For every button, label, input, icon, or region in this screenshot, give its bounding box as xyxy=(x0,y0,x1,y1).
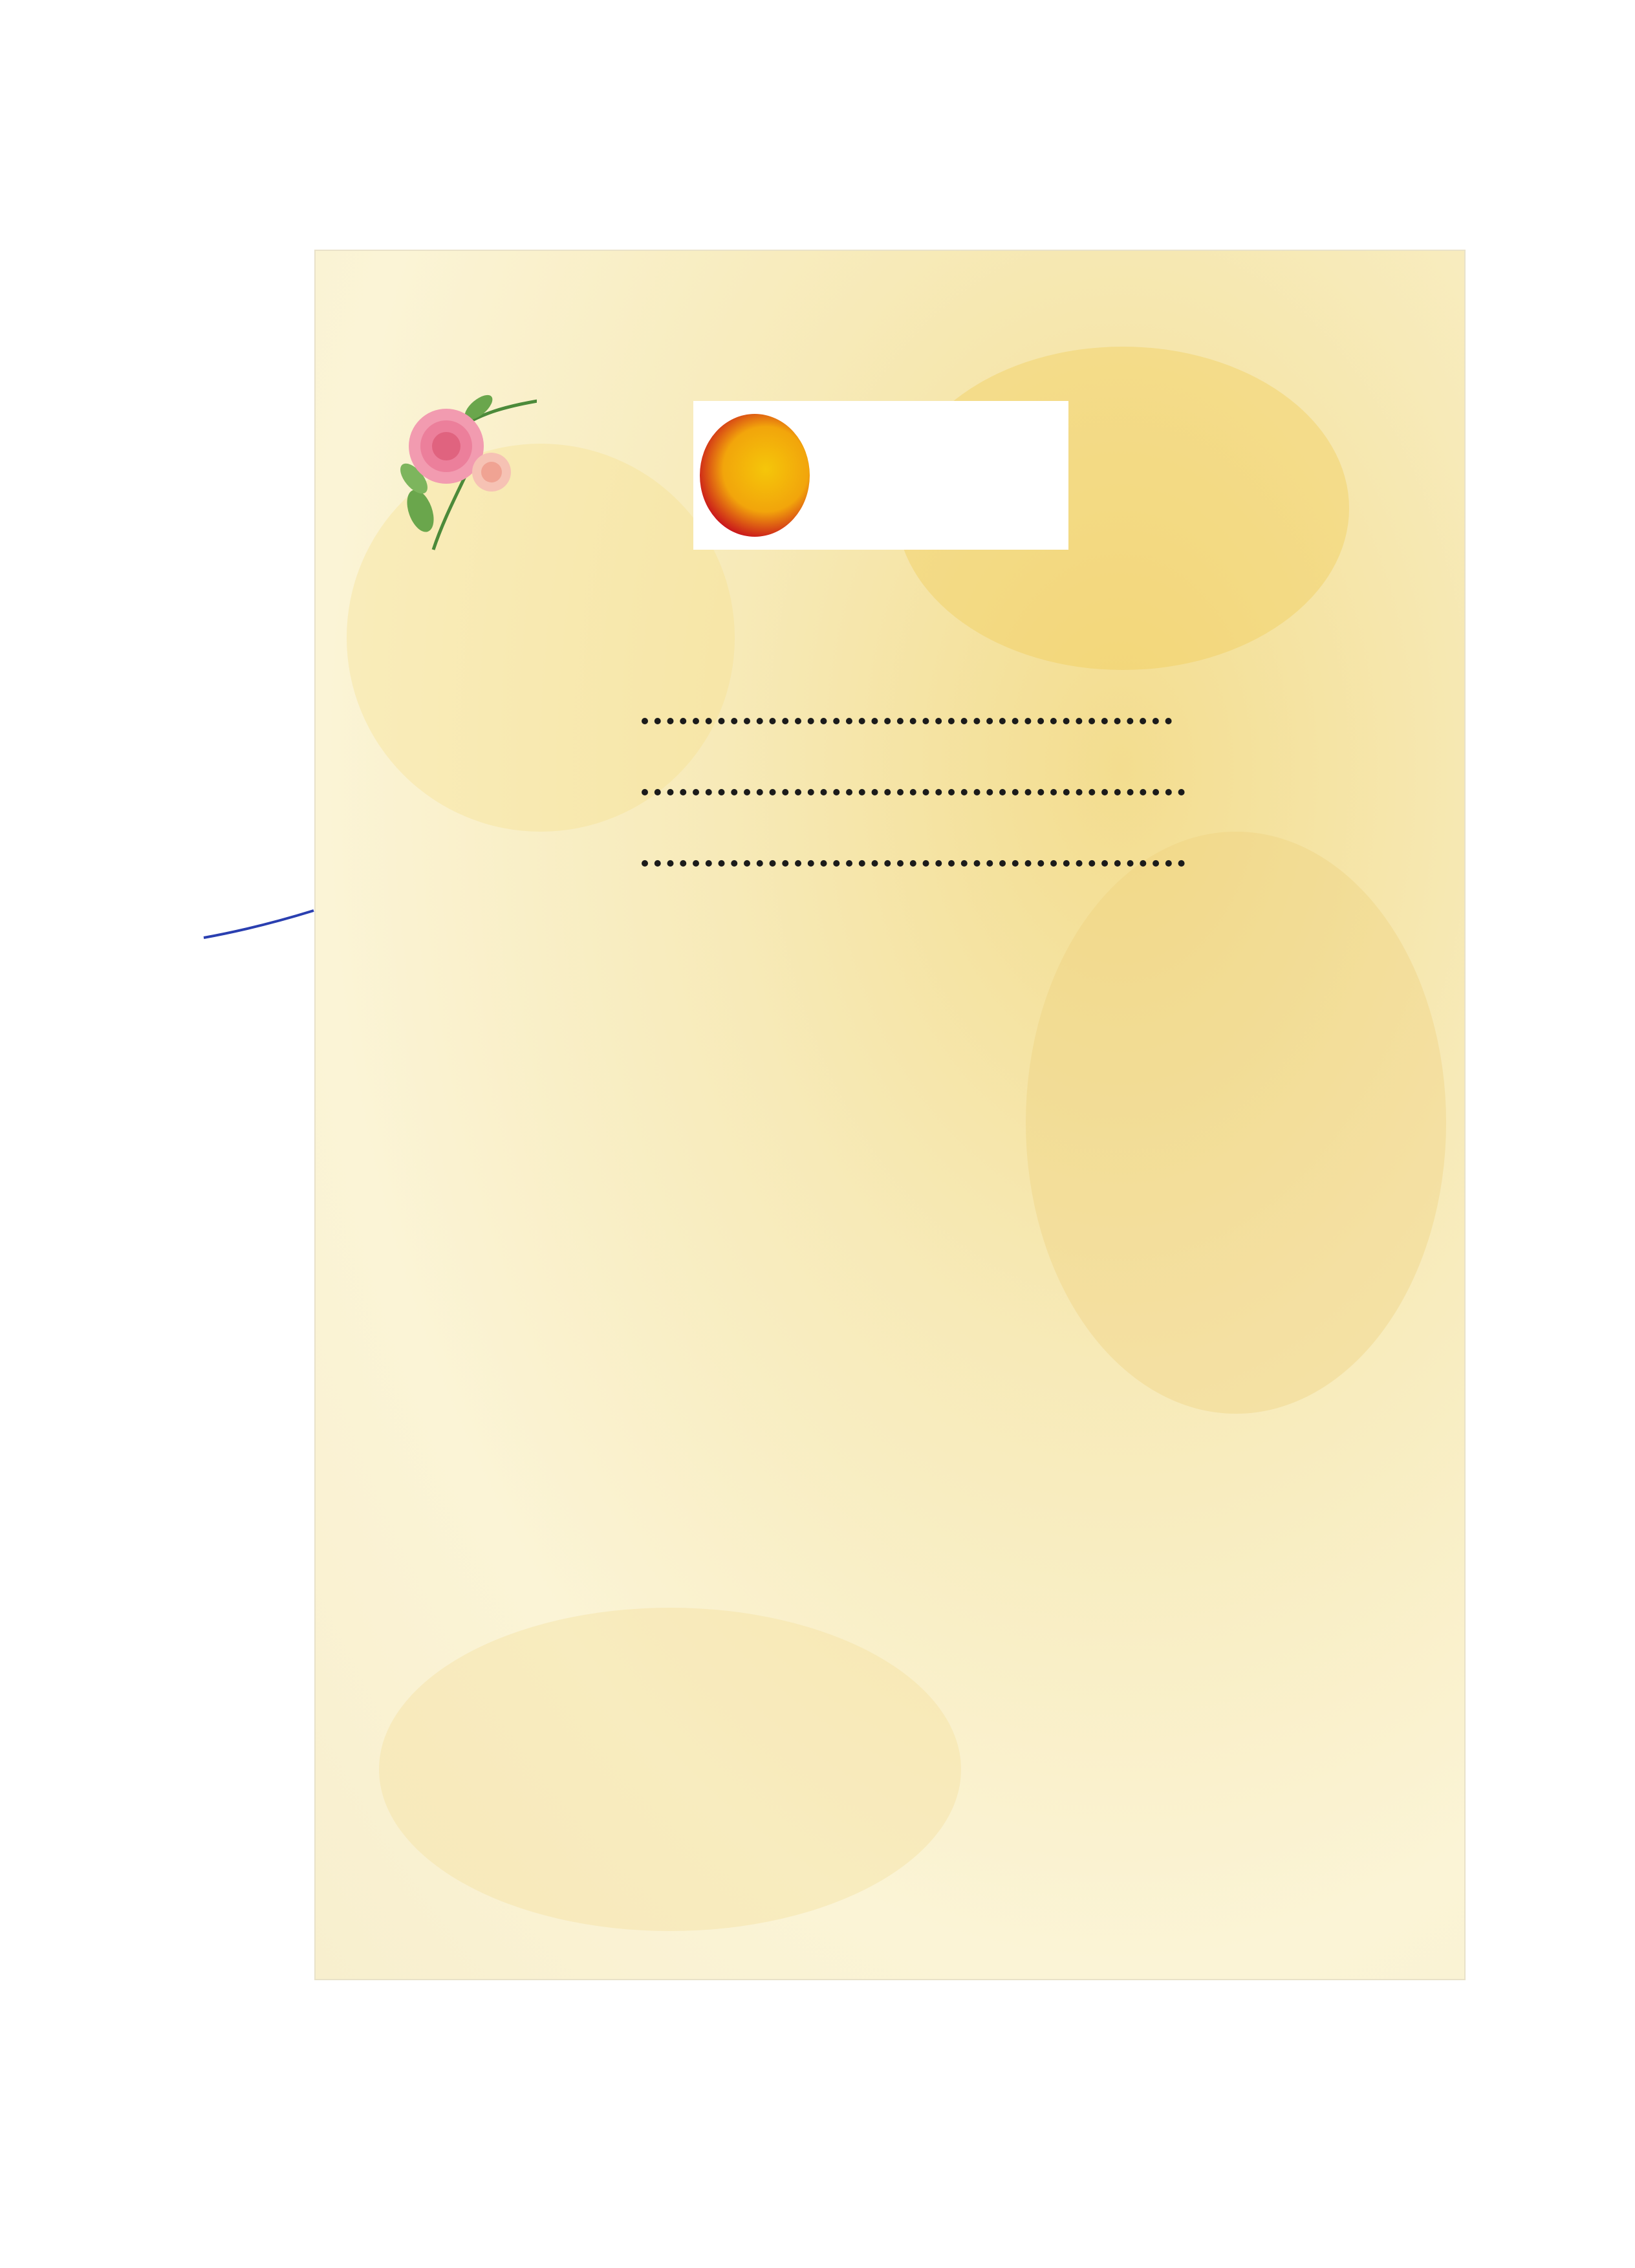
background-stain xyxy=(1026,832,1446,1414)
type-dotted-line xyxy=(642,789,1185,795)
name-dotted-line xyxy=(642,718,1172,724)
brand-logo xyxy=(693,401,1068,550)
total-dotted-line xyxy=(642,860,1185,867)
logo-emblem-icon xyxy=(700,414,810,537)
pen-stray-mark xyxy=(200,905,317,944)
background-stain xyxy=(379,1608,961,1931)
rose-flower-icon xyxy=(395,382,537,576)
